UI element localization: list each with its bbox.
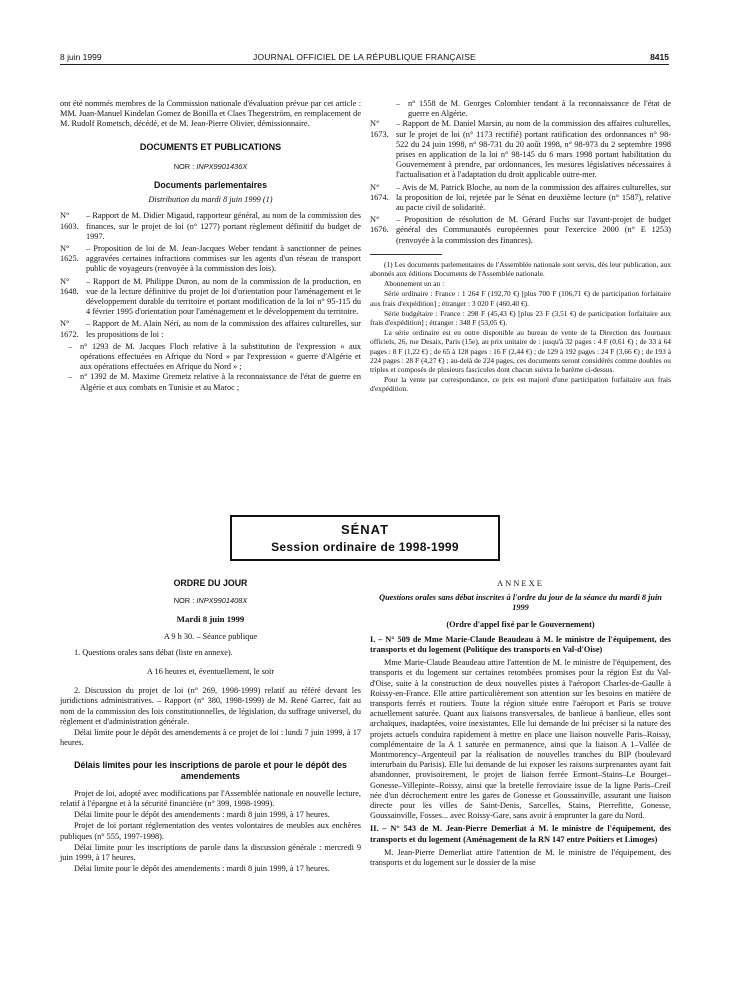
entry-text: – Rapport de M. Didier Migaud, rapporteur général, au nom de la commission des finances, sur le projet de loi (n° 1277) portant règlement définitif du budget de 1997. <box>86 211 361 241</box>
nor-label: NOR : <box>173 596 197 606</box>
document-entry <box>370 215 671 246</box>
entry-text: – Rapport de M. Philippe Duron, au nom de la commission de la production, en vue de la lecture définitive du projet de loi d'orientation pour l'aménagement et le développement durable du territoire et portant modification de la loi n° 95-115 du 4 février 1995 d'orientation pour l'aménagement et le développement du territoire. <box>86 276 361 317</box>
bill-paragraph: Projet de loi portant réglementation des ventes volontaires de meubles aux enchères publiques (n° 555, 1997-1998). <box>60 821 361 841</box>
entry-text: – Rapport de M. Daniel Marsin, au nom de la commission des affaires culturelles, sur le projet de loi (n° 1173 rectifié) portant ratification des ordonnances n° 98-522 du 24 juin 1998, n° 98-731 du 20 août 1998, n° 98-973 du 2 septembre 1998 prises en application de la loi n° 98-145 du 6 mars 1998 portant habilitation du Gouvernement à prendre, par ordonnances, les mesures législatives nécessaires à l'actualisation et à l'adaptation du droit applicable outre-mer. <box>396 119 671 180</box>
sub-item-continued: – n° 1558 de M. Georges Colombier tendant à la reconnaissance de l'état de guerre en Algérie. <box>396 99 671 119</box>
question-heading: I. – N° 509 de Mme Marie-Claude Beaudeau à M. le ministre de l'équipement, des transports et du logement (Politique des transports en Val-d'Oise) <box>370 634 671 655</box>
column-bottom-right <box>370 578 671 869</box>
entry-text: – Proposition de loi de M. Jean-Jacques Weber tendant à sanctionner de peines aggravées certaines infractions commises sur les agents d'un réseau de transport public de voyageurs (renvoyée à la commission des lois). <box>86 244 361 274</box>
bill-paragraph: Projet de loi, adopté avec modifications par l'Assemblée nationale en nouvelle lecture, relatif à l'épargne et à la sécurité financière (n° 399, 1998-1999). <box>60 788 361 809</box>
session-time: A 9 h 30. – Séance publique <box>163 631 258 641</box>
footnote-paragraph: Abonnement un an : <box>384 279 445 289</box>
header-rule <box>60 64 669 65</box>
entry-text: – Proposition de résolution de M. Gérard Fuchs sur l'avant-projet de budget général des Communautés européennes pour l'exercice 2000 (n° E 1253) (renvoyée à la commission des finances). <box>396 215 671 245</box>
document-entry <box>370 183 671 214</box>
document-entry <box>60 244 361 275</box>
entry-number: N° 1648. <box>60 276 79 296</box>
page-header <box>60 52 669 68</box>
deadline-paragraph: Délai limite pour les inscriptions de parole dans la discussion générale : mercredi 9 juin 1999, à 17 heures. <box>60 842 361 863</box>
distribution-line: Distribution du mardi 8 juin 1999 (1) <box>148 195 273 205</box>
document-entry <box>60 319 361 339</box>
footnote-paragraph: Série ordinaire : France : 1 264 F (192,70 €) [plus 700 F (106,71 €) de participation forfaitaire aux frais d'expédition] ; étranger : 3 020 F (460,40 €). <box>370 289 671 308</box>
deadlines-subtitle: Délais limites pour les inscriptions de parole et pour le dépôt des amendements <box>74 760 347 781</box>
order-note: (Ordre d'appel fixé par le Gouvernement) <box>446 619 595 629</box>
document-entry <box>60 277 361 318</box>
sub-item-text: n° 1293 de M. Jacques Floch relative à la substitution de l'expression « aux opérations effectuées en Afrique du Nord » par l'expression « guerre d'Algérie et aux opérations effectuées en Afrique du Nord » ; <box>80 341 361 372</box>
annexe-title: ANNEXE <box>497 578 544 588</box>
header-date: 8 juin 1999 <box>60 52 102 62</box>
entry-number: N° 1625. <box>60 244 79 264</box>
nor-label: NOR : <box>173 161 197 171</box>
sub-item: – n° 1293 de M. Jacques Floch relative à la substitution de l'expression « aux opérations effectuées en Afrique du Nord » par l'expression « guerre d'Algérie et aux opérations effectuées en Afrique du Nord » ; <box>68 341 361 372</box>
entry-text: – Avis de M. Patrick Bloche, au nom de la commission des affaires culturelles, sur la proposition de loi, rejetée par le Sénat en deuxième lecture (n° 1587), relative au pacte civil de solidarité. <box>396 182 671 213</box>
column-bottom-left <box>60 578 361 875</box>
sub-item-text: n° 1558 de M. Georges Colombier tendant à la reconnaissance de l'état de guerre en Algérie. <box>408 99 671 119</box>
deadline-paragraph: Délai limite pour le dépôt des amendements : mardi 8 juin 1999, à 17 heures. <box>74 810 330 820</box>
subsection-title: Documents parlementaires <box>154 180 267 191</box>
entry-number: N° 1603. <box>60 211 79 231</box>
header-page-number: 8415 <box>650 52 669 62</box>
session-time: A 16 heures et, éventuellement, le soir <box>146 667 275 677</box>
questions-title: Questions orales sans débat inscrites à l'ordre du jour de la séance du mardi 8 juin 1999 <box>379 593 662 613</box>
column-top-left <box>60 99 361 393</box>
entry-text: – Rapport de M. Alain Néri, au nom de la commission des affaires culturelles, sur les propositions de loi : <box>86 319 361 339</box>
footnote <box>370 260 671 394</box>
ordre-du-jour-title: ORDRE DU JOUR <box>173 578 248 588</box>
agenda-item: 2. Discussion du projet de loi (n° 269, 1998-1999) relatif au référé devant les juridictions administratives. – Rapport (n° 380, 1998-1999) de M. René Garrec, fait au nom de la commission des lois constitutionnelles, de législation, du suffrage universel, du règlement et d'administration générale. <box>60 686 361 726</box>
senat-banner <box>230 515 500 561</box>
question-body: M. Jean-Pierre Demerliat attire l'attention de M. le ministre de l'équipement, des transports et du logement sur le dossier de la mise <box>370 847 671 868</box>
nor-reference <box>60 596 361 606</box>
header-journal-title: JOURNAL OFFICIEL DE LA RÉPUBLIQUE FRANÇAISE <box>253 52 476 62</box>
footnote-paragraph: La série ordinaire est en outre disponible au bureau de vente de la Direction des Journaux officiels, 26, rue Desaix, Paris (15e), au prix unitaire de : jusqu'à 32 pages : 4 F (0,61 €) ; de 33 à 64 pages : 8 F (1,22 €) ; de 65 à 128 pages : 16 F (2,44 €) ; de 129 à 192 pages : 24 F (3,66 €) ; de 193 à 224 pages : 28 F (4,27 €) ; au-delà de 224 pages, ces documents seront considérés comme doubles ou triples et composés de plusieurs fascicules dont chacun suivra le barème ci-dessus. <box>370 328 671 375</box>
nor-code: INPX9901436X <box>196 161 248 171</box>
footnote-rule <box>370 254 442 255</box>
entry-number: N° 1673. <box>370 119 389 139</box>
deadline-paragraph: Délai limite pour le dépôt des amendements : mardi 8 juin 1999, à 17 heures. <box>74 864 330 874</box>
entry-number: N° 1672. <box>60 319 79 339</box>
column-top-right <box>370 99 671 395</box>
day-title: Mardi 8 juin 1999 <box>176 614 245 625</box>
footnote-paragraph: Pour la vente par correspondance, ce prix est majoré d'une participation forfaitaire aux frais d'expédition. <box>370 375 671 394</box>
document-entry <box>60 211 361 242</box>
question-body: Mme Marie-Claude Beaudeau attire l'attention de M. le ministre de l'équipement, des transports et du logement sur certaines retombées promises pour la région Est du Val-d'Oise, suite à la construction de deux nouvelles pistes à l'aéroport Charles-de-Gaulle à Roissy-en-France. Elle attire particulièrement son attention sur les besoins en matière de transports ferrés et routiers. Toute la région située entre l'aéroport et Paris se trouve actuellement saturée. Quant aux liaisons transversales, de banlieue à banlieue, elles sont archaïques, inadaptées, voire inexistantes. Elle lui demande de lui préciser si la nature des projets actuels conduira rapidement à mettre en place une liaison nouvelle Paris–Roissy, complémentaire de la A 1 saturée en permanence, ainsi que la liaison A 1–Vallée de Montmorency–Argenteuil par la réalisation de nouvelles tranches du BIP (boulevard interurbain du Parisis). Elle lui demande de lui exposer les raisons surprenantes ayant fait abandonner, provisoirement, le projet de liaison ferrée Ermont–Stains–Le Bourget–Gonesse–Villepinte–Roissy, ainsi que la bretelle ferroviaire issue de la ligne Paris–Creil née d'un décrochement entre les gares de Gonesse et Goussainville, assurant une liaison directe pour les villes de Saint-Denis, Sarcelles, Stains, Pierrefitte, Gonesse, Goussainville, Fosses... avec Roissy-Gare, sans avoir à emprunter la gare du Nord. <box>370 658 671 821</box>
sub-item: – n° 1392 de M. Maxime Gremetz relative à la reconnaissance de l'état de guerre en Algérie et aux combats en Tunisie et au Maroc ; <box>68 372 361 392</box>
document-entry <box>370 119 671 180</box>
amendment-deadline: Délai limite pour le dépôt des amendements à ce projet de loi : lundi 7 juin 1999, à 17 heures. <box>60 728 361 748</box>
entry-number: N° 1674. <box>370 182 389 202</box>
senat-session: Session ordinaire de 1998-1999 <box>271 540 459 554</box>
footnote-paragraph: Série budgétaire : France : 298 F (45,43 €) [plus 23 F (3,51 €) de participation forfaitaire aux frais d'expédition] ; étranger : 348 F (53,05 €). <box>370 308 671 328</box>
footnote-paragraph: (1) Les documents parlementaires de l'Assemblée nationale sont servis, dès leur publication, aux abonnés aux éditions Documents de l'Assemblée nationale. <box>370 259 671 279</box>
entry-number: N° 1676. <box>370 215 389 235</box>
senat-title: SÉNAT <box>340 522 390 537</box>
nor-code: INPX9901408X <box>196 596 248 606</box>
section-title-documents: DOCUMENTS ET PUBLICATIONS <box>139 141 282 152</box>
intro-paragraph: ont été nommés membres de la Commission nationale d'évaluation prévue par cet article : MM. Juan-Manuel Kindelan Gomez de Bonilla et Claes Thegerström, en remplacement de M. Rudolf Rometsch, décédé, et de M. Jean-Pierre Olivier, démissionnaire. <box>60 99 361 129</box>
agenda-item: 1. Questions orales sans débat (liste en annexe). <box>74 647 233 657</box>
sub-item-text: n° 1392 de M. Maxime Gremetz relative à la reconnaissance de l'état de guerre en Algérie et aux combats en Tunisie et au Maroc ; <box>80 372 361 392</box>
nor-reference <box>60 162 361 172</box>
question-heading: II. – N° 543 de M. Jean-Pierre Demerliat à M. le ministre de l'équipement, des transports et du logement (Aménagement de la RN 147 entre Poitiers et Limoges) <box>370 824 671 844</box>
